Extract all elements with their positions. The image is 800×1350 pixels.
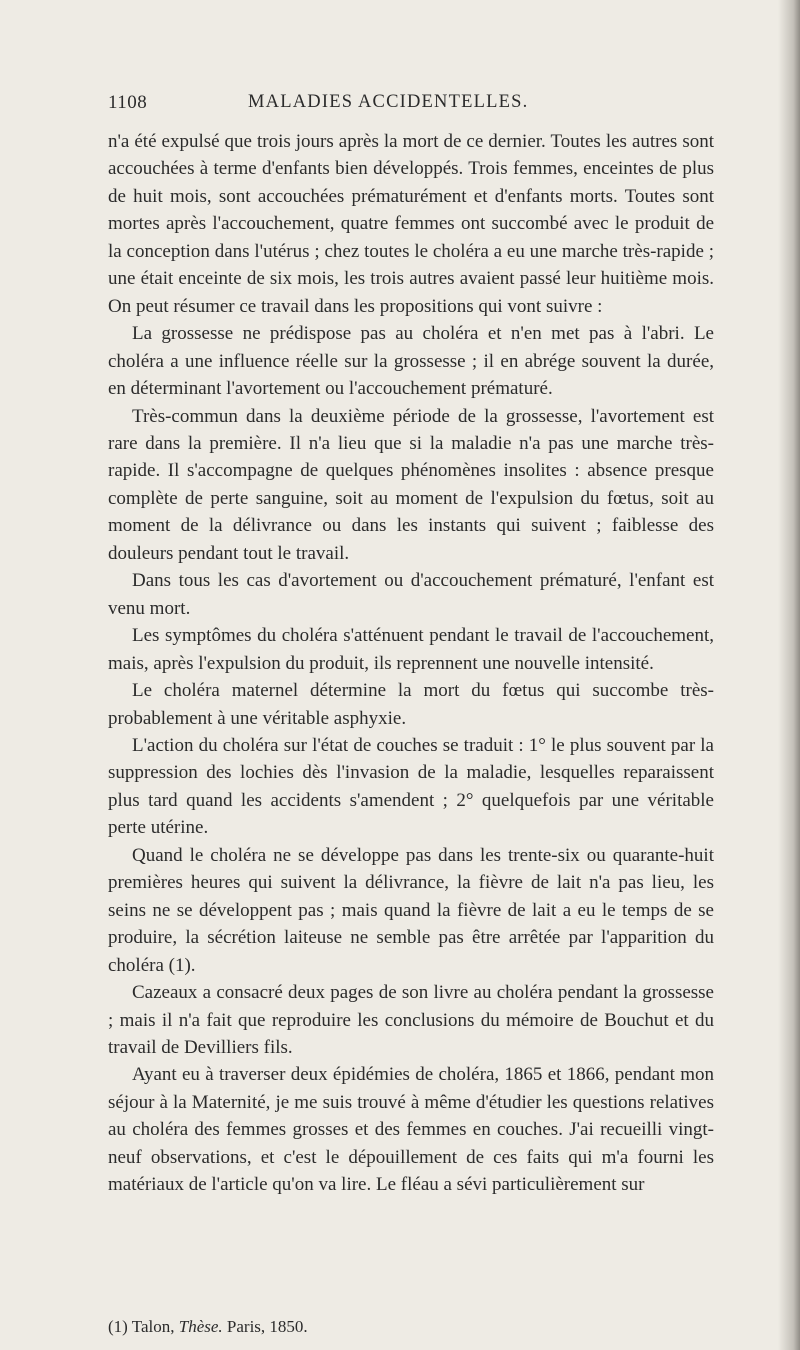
body-text — [108, 128, 714, 1199]
paragraph-7: L'action du choléra sur l'état de couches se traduit : 1° le plus souvent par la suppression des lochies dès l'invasion de la maladie, lesquelles reparaissent plus tard quand les accidents s'amendent ; 2° quelquefois par une véritable perte utérine. — [108, 734, 714, 839]
page-header — [108, 92, 708, 118]
paragraph-5: Les symptômes du choléra s'atténuent pendant le travail de l'accouchement, mais, après l'expulsion du produit, ils reprennent une nouvelle intensité. — [108, 625, 714, 674]
footnote-title: Thèse. — [178, 1317, 223, 1336]
paragraph-3: Très-commun dans la deuxième période de la grossesse, l'avortement est rare dans la première. Il n'a lieu que si la maladie n'a pas une marche très-rapide. Il s'accompagne de quelques phénomènes insolites : absence presque complète de perte sanguine, soit au moment de l'expulsion du fœtus, soit au moment de la délivrance ou dans les instants qui suivent ; faiblesse des douleurs pendant tout le travail. — [108, 405, 714, 564]
footnote — [108, 1316, 714, 1338]
paragraph-6: Le choléra maternel détermine la mort du fœtus qui succombe très-probablement à une véritable asphyxie. — [108, 680, 714, 729]
paragraph-9: Cazeaux a consacré deux pages de son livre au choléra pendant la grossesse ; mais il n'a fait que reproduire les conclusions du mémoire de Bouchut et du travail de Devilliers fils. — [108, 982, 714, 1058]
page-edge-shadow — [778, 0, 800, 1350]
paragraph-2: La grossesse ne prédispose pas au choléra et n'en met pas à l'abri. Le choléra a une influence réelle sur la grossesse ; il en abrége souvent la durée, en déterminant l'avortement ou l'accouchement prématuré. — [108, 323, 714, 400]
page-number: 1108 — [108, 92, 148, 113]
footnote-rest: Paris, 1850. — [226, 1317, 308, 1336]
paragraph-8: Quand le choléra ne se développe pas dans les trente-six ou quarante-huit premières heures qui suivent la délivrance, la fièvre de lait n'a pas lieu, les seins ne se développent pas ; mais quand la fièvre de lait a eu le temps de se produire, la sécrétion laiteuse ne semble pas être arrêtée par l'apparition du choléra (1). — [108, 844, 714, 976]
footnote-marker: (1) Talon, — [108, 1317, 175, 1336]
paragraph-10: Ayant eu à traverser deux épidémies de choléra, 1865 et 1866, pendant mon séjour à la Maternité, je me suis trouvé à même d'étudier les questions relatives au choléra des femmes grosses et des femmes en couches. J'ai recueilli vingt-neuf observations, et c'est le dépouillement de ces faits qui m'a fourni les matériaux de l'article qu'on va lire. Le fléau a sévi particulièrement sur — [108, 1064, 714, 1196]
running-head: MALADIES ACCIDENTELLES. — [248, 92, 529, 112]
paragraph-4: Dans tous les cas d'avortement ou d'accouchement prématuré, l'enfant est venu mort. — [108, 570, 714, 619]
paragraph-1: n'a été expulsé que trois jours après la mort de ce dernier. Toutes les autres sont accouchées à terme d'enfants bien développés. Trois femmes, enceintes de plus de huit mois, sont accouchées prématurément et d'enfants morts. Toutes sont mortes après l'accouchement, quatre femmes ont succombé avec le produit de la conception dans l'utérus ; chez toutes le choléra a eu une marche très-rapide ; une était enceinte de six mois, les trois autres avaient passé leur huitième mois. On peut résumer ce travail dans les propositions qui vont suivre : — [108, 131, 714, 317]
